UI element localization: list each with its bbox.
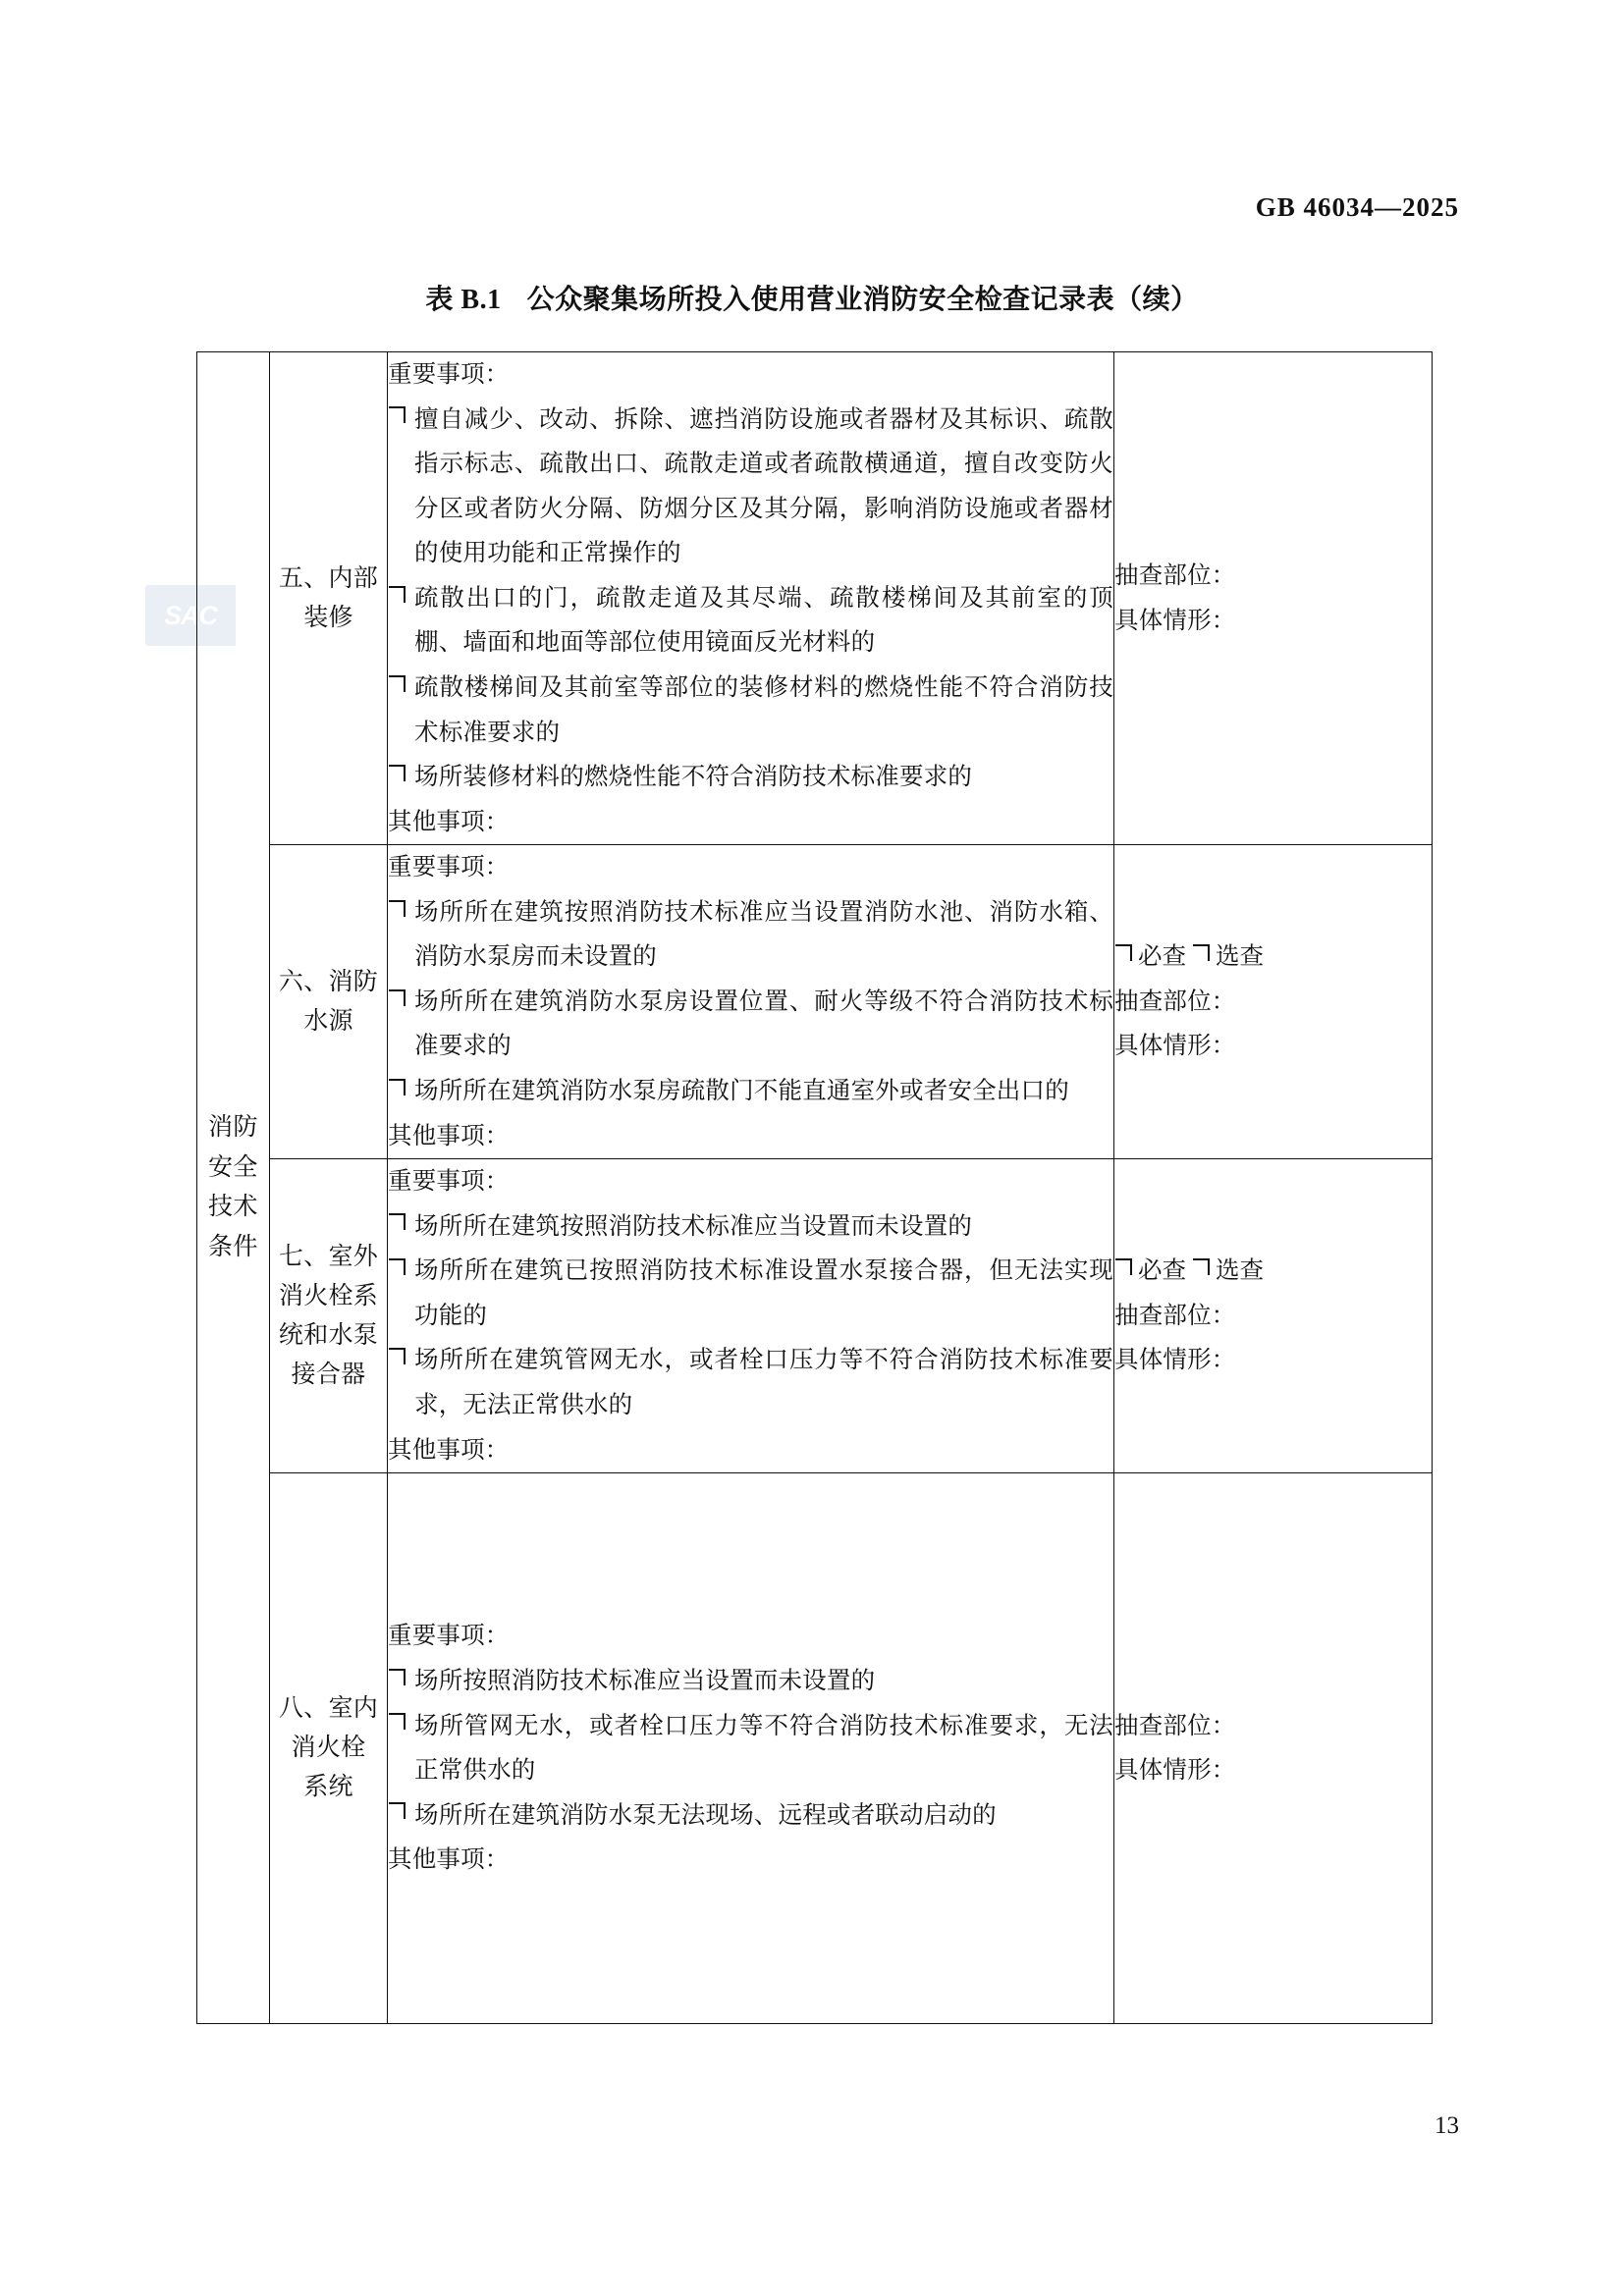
group-vertical-label: [208, 1108, 258, 1267]
body-cell-indoor-hydrant-system: [388, 1473, 1114, 2024]
group-label-line: 条件: [207, 1233, 258, 1260]
item-cell-indoor-hydrant-system: [270, 1473, 388, 2024]
sample-location-label[interactable]: 抽查部位：: [1114, 1712, 1236, 1739]
checkbox-option[interactable]: [388, 576, 1113, 666]
optional-check-option[interactable]: [1192, 934, 1264, 980]
checkbox-icon[interactable]: [389, 406, 406, 423]
item-label-line: 五、内部: [278, 564, 379, 592]
checkbox-option[interactable]: [388, 1069, 1113, 1114]
checkbox-option-text: 擅自减少、改动、拆除、遮挡消防设施或者器材及其标识、疏散指示标志、疏散出口、疏散走道或者疏散横通道，擅自改变防火分区或者防火分隔、防烟分区及其分隔，影响消防设施或者器材的使用功能和正常操作的: [414, 405, 1113, 567]
group-label-line: 消防: [207, 1114, 258, 1142]
important-items-label: 重要事项：: [388, 854, 510, 881]
table-row: [197, 352, 1433, 845]
must-check-option[interactable]: [1114, 1249, 1186, 1294]
checkbox-option-text: 场所所在建筑消防水泵房疏散门不能直通室外或者安全出口的: [414, 1078, 1069, 1104]
checkbox-icon[interactable]: [1115, 1258, 1132, 1275]
item-cell-fire-water-source: [270, 845, 388, 1159]
item-label-line: 六、消防: [278, 968, 379, 995]
optional-check-label: 选查: [1216, 943, 1264, 971]
checklist-table: [196, 351, 1433, 2024]
optional-check-option[interactable]: [1192, 1249, 1264, 1294]
checkbox-option[interactable]: [388, 1704, 1113, 1793]
checkbox-option[interactable]: [388, 755, 1113, 800]
checkbox-option[interactable]: [388, 398, 1113, 576]
checkbox-option[interactable]: [388, 1659, 1113, 1704]
must-check-label: 必查: [1138, 1257, 1186, 1285]
sample-location-label[interactable]: 抽查部位：: [1114, 562, 1236, 590]
page-number: 13: [1435, 2112, 1459, 2139]
other-items-label: 其他事项：: [388, 1846, 510, 1874]
checkbox-icon[interactable]: [389, 675, 406, 692]
group-label-line: 安全: [207, 1153, 258, 1181]
checkbox-icon[interactable]: [389, 765, 406, 781]
table-row: [197, 1473, 1433, 2024]
table-caption-title: 公众聚集场所投入使用营业消防安全检查记录表（续）: [526, 285, 1199, 315]
check-scope-row: [1114, 934, 1432, 980]
checkbox-option[interactable]: [388, 1338, 1113, 1427]
right-cell-fire-water-source: [1114, 845, 1433, 1159]
checkbox-option-text: 场所按照消防技术标准应当设置而未设置的: [414, 1667, 876, 1694]
checkbox-option[interactable]: [388, 1793, 1113, 1839]
checkbox-option-text: 场所所在建筑按照消防技术标准应当设置而未设置的: [414, 1212, 973, 1240]
sac-watermark: SAC: [145, 585, 236, 646]
checkbox-icon[interactable]: [389, 1669, 406, 1685]
checkbox-icon[interactable]: [389, 1258, 406, 1275]
table-caption: [0, 278, 1624, 317]
specific-situation-label[interactable]: 具体情形：: [1114, 1033, 1236, 1060]
checkbox-option-text: 场所装修材料的燃烧性能不符合消防技术标准要求的: [414, 764, 973, 791]
checkbox-icon[interactable]: [389, 586, 406, 603]
item-label: [270, 1238, 387, 1395]
right-cell-outdoor-hydrant-system: [1114, 1159, 1433, 1473]
right-cell-interior-decoration: [1114, 352, 1433, 845]
item-label: [270, 963, 387, 1041]
checkbox-icon[interactable]: [389, 900, 406, 917]
checkbox-icon[interactable]: [1115, 944, 1132, 961]
checklist-table-wrapper: [196, 351, 1432, 2024]
other-items-label: 其他事项：: [388, 1122, 510, 1149]
item-label: [270, 560, 387, 638]
specific-situation-label[interactable]: 具体情形：: [1114, 1347, 1236, 1374]
check-scope-row: [1114, 1249, 1432, 1294]
checkbox-option-text: 场所所在建筑消防水泵房设置位置、耐火等级不符合消防技术标准要求的: [414, 988, 1113, 1060]
sample-location-label[interactable]: 抽查部位：: [1114, 1302, 1236, 1329]
item-label-line: 接合器: [291, 1361, 366, 1388]
body-cell-outdoor-hydrant-system: [388, 1159, 1114, 1473]
right-cell-indoor-hydrant-system: [1114, 1473, 1433, 2024]
item-cell-outdoor-hydrant-system: [270, 1159, 388, 1473]
item-label-line: 系统: [303, 1774, 353, 1801]
checkbox-option[interactable]: [388, 890, 1113, 980]
item-label-line: 消火栓: [291, 1735, 366, 1762]
table-caption-number: 表 B.1: [425, 285, 502, 315]
item-label-line: 水源: [303, 1007, 353, 1035]
important-items-label: 重要事项：: [388, 1623, 510, 1650]
sample-location-label[interactable]: 抽查部位：: [1114, 988, 1236, 1015]
checkbox-option-text: 场所所在建筑消防水泵无法现场、远程或者联动启动的: [414, 1801, 997, 1829]
item-label-line: 统和水泵: [278, 1321, 379, 1349]
checkbox-option-text: 场所管网无水，或者栓口压力等不符合消防技术标准要求，无法正常供水的: [414, 1712, 1113, 1785]
body-cell-fire-water-source: [388, 845, 1114, 1159]
table-row: [197, 845, 1433, 1159]
checkbox-option-text: 疏散楼梯间及其前室等部位的装修材料的燃烧性能不符合消防技术标准要求的: [414, 673, 1113, 746]
checkbox-icon[interactable]: [389, 1079, 406, 1095]
table-row: [197, 1159, 1433, 1473]
group-cell-fire-safety-technical-conditions: [197, 352, 270, 2024]
running-head-standard-code: GB 46034—2025: [1255, 192, 1459, 222]
checkbox-option[interactable]: [388, 666, 1113, 755]
item-label-line: 消火栓系: [278, 1282, 379, 1309]
checkbox-option-text: 场所所在建筑已按照消防技术标准设置水泵接合器，但无法实现功能的: [414, 1257, 1113, 1329]
item-label-line: 装修: [303, 604, 353, 631]
checkbox-option[interactable]: [388, 980, 1113, 1069]
checkbox-icon[interactable]: [1193, 944, 1210, 961]
checkbox-option[interactable]: [388, 1204, 1113, 1250]
important-items-label: 重要事项：: [388, 1168, 510, 1196]
specific-situation-label[interactable]: 具体情形：: [1114, 607, 1236, 634]
item-label-line: 七、室外: [278, 1243, 379, 1270]
checkbox-icon[interactable]: [389, 989, 406, 1006]
checkbox-icon[interactable]: [389, 1213, 406, 1230]
checkbox-option-text: 疏散出口的门，疏散走道及其尽端、疏散楼梯间及其前室的顶棚、墙面和地面等部位使用镜面反光材料的: [414, 584, 1113, 657]
important-items-label: 重要事项：: [388, 361, 510, 388]
must-check-label: 必查: [1138, 943, 1186, 971]
checkbox-icon[interactable]: [389, 1802, 406, 1819]
must-check-option[interactable]: [1114, 934, 1186, 980]
other-items-label: 其他事项：: [388, 808, 510, 835]
specific-situation-label[interactable]: 具体情形：: [1114, 1757, 1236, 1785]
item-label: [270, 1689, 387, 1807]
checkbox-option-text: 场所所在建筑按照消防技术标准应当设置消防水池、消防水箱、消防水泵房而未设置的: [414, 898, 1113, 971]
checkbox-option-text: 场所所在建筑管网无水，或者栓口压力等不符合消防技术标准要求，无法正常供水的: [414, 1347, 1113, 1418]
checkbox-icon[interactable]: [1193, 1258, 1210, 1275]
checkbox-option[interactable]: [388, 1249, 1113, 1338]
checkbox-icon[interactable]: [389, 1348, 406, 1364]
body-cell-interior-decoration: [388, 352, 1114, 845]
optional-check-label: 选查: [1216, 1257, 1264, 1285]
item-label-line: 八、室内: [278, 1695, 379, 1723]
checkbox-icon[interactable]: [389, 1713, 406, 1730]
group-label-line: 技术: [207, 1194, 258, 1221]
item-cell-interior-decoration: [270, 352, 388, 845]
other-items-label: 其他事项：: [388, 1436, 510, 1464]
